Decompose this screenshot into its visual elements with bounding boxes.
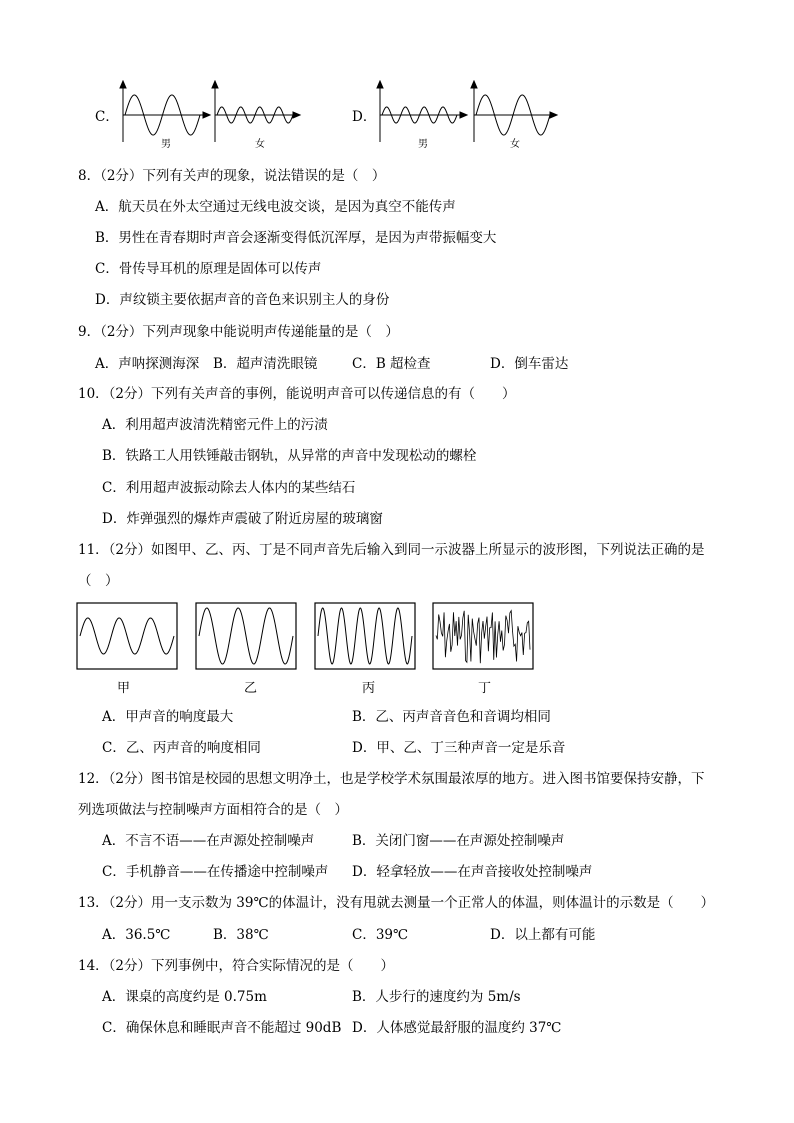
waveform-yi [199,608,293,664]
label-jia: 甲 [117,681,131,696]
q10-option-a[interactable]: A．利用超声波清洗精密元件上的污渍 [102,417,328,433]
q9-option-b[interactable]: B．超声清洗眼镜 [213,356,318,372]
q11-stem-line2: （ ） [78,573,119,589]
q7-option-d-figure [372,80,562,152]
q12-option-a[interactable]: A．不言不语——在声源处控制噪声 [102,833,315,849]
q8-option-c[interactable]: C．骨传导耳机的原理是固体可以传声 [95,261,322,277]
q13-option-b[interactable]: B．38℃ [213,927,269,943]
q7-option-c-figure [115,80,305,152]
q7-d-female-wave [471,81,557,142]
q14-option-d[interactable]: D．人体感觉最舒服的温度约 37℃ [352,1020,562,1036]
q7-c-male-label: 男 [161,139,171,150]
q9-stem: 9．（2分）下列声现象中能说明声传递能量的是（ ） [78,324,399,340]
q10-option-b[interactable]: B．铁路工人用铁锤敲击钢轨，从异常的声音中发现松动的螺栓 [102,448,477,464]
q10-stem: 10．（2分）下列有关声音的事例，能说明声音可以传递信息的有（ ） [78,386,516,402]
q7-option-d-label: D． [352,109,377,125]
q8-option-a[interactable]: A．航天员在外太空通过无线电波交谈，是因为真空不能传声 [95,199,456,215]
q7-option-c-label: C． [95,109,119,125]
q7-c-male-wave [120,81,210,142]
q14-option-a[interactable]: A．课桌的高度约是 0.75m [102,989,267,1005]
q7-c-female-wave [212,81,300,142]
q12-option-c[interactable]: C．手机静音——在传播途中控制噪声 [102,864,329,880]
q9-option-a[interactable]: A．声呐探测海深 [95,356,200,372]
waveform-box-ding [433,603,533,669]
q14-option-c[interactable]: C．确保休息和睡眠声音不能超过 90dB [102,1020,342,1036]
q12-option-d[interactable]: D．轻拿轻放——在声音接收处控制噪声 [352,864,593,880]
waveform-jia [80,618,174,654]
q11-stem-line1: 11．（2分）如图甲、乙、丙、丁是不同声音先后输入到同一示波器上所显示的波形图，下列说法正确的是 [78,542,705,558]
waveform-bing [318,608,412,664]
q10-option-d[interactable]: D．炸弹强烈的爆炸声震破了附近房屋的玻璃窗 [102,511,383,527]
q7-d-male-wave [377,81,467,142]
q9-option-c[interactable]: C．B 超检查 [352,356,431,372]
q14-option-b[interactable]: B．人步行的速度约为 5m/s [352,989,521,1005]
label-yi: 乙 [244,681,258,696]
q14-stem: 14．（2分）下列事例中，符合实际情况的是（ ） [78,958,395,974]
q12-option-b[interactable]: B．关闭门窗——在声源处控制噪声 [352,833,565,849]
q11-option-b[interactable]: B．乙、丙声音音色和音调均相同 [352,709,551,725]
q8-stem: 8．（2分）下列有关声的现象，说法错误的是（ ） [78,168,386,184]
q12-stem-line2: 列选项做法与控制噪声方面相符合的是（ ） [78,802,348,818]
q8-option-d[interactable]: D．声纹锁主要依据声音的音色来识别主人的身份 [95,292,390,308]
q9-option-d[interactable]: D．倒车雷达 [490,356,569,372]
q13-stem: 13．（2分）用一支示数为 39℃的体温计，没有甩就去测量一个正常人的体温，则体温计的示数是（ ） [78,895,715,911]
q11-oscilloscope-figure [76,602,536,702]
q13-option-d[interactable]: D．以上都有可能 [490,927,596,943]
waveform-ding [436,611,530,664]
q7-c-female-label: 女 [255,139,265,150]
q7-d-male-label: 男 [418,139,428,150]
q11-option-a[interactable]: A．甲声音的响度最大 [102,709,234,725]
q13-option-a[interactable]: A．36.5℃ [102,927,171,943]
q13-option-c[interactable]: C．39℃ [352,927,409,943]
q10-option-c[interactable]: C．利用超声波振动除去人体内的某些结石 [102,480,356,496]
label-ding: 丁 [478,681,492,696]
q8-option-b[interactable]: B．男性在青春期时声音会逐渐变得低沉浑厚，是因为声带振幅变大 [95,230,497,246]
q7-d-female-label: 女 [510,139,520,150]
label-bing: 丙 [362,681,376,696]
q12-stem-line1: 12．（2分）图书馆是校园的思想文明净土，也是学校学术氛围最浓厚的地方。进入图书馆要保持安静，下 [78,771,705,787]
q11-option-c[interactable]: C．乙、丙声音的响度相同 [102,740,261,756]
q11-option-d[interactable]: D．甲、乙、丁三种声音一定是乐音 [352,740,566,756]
